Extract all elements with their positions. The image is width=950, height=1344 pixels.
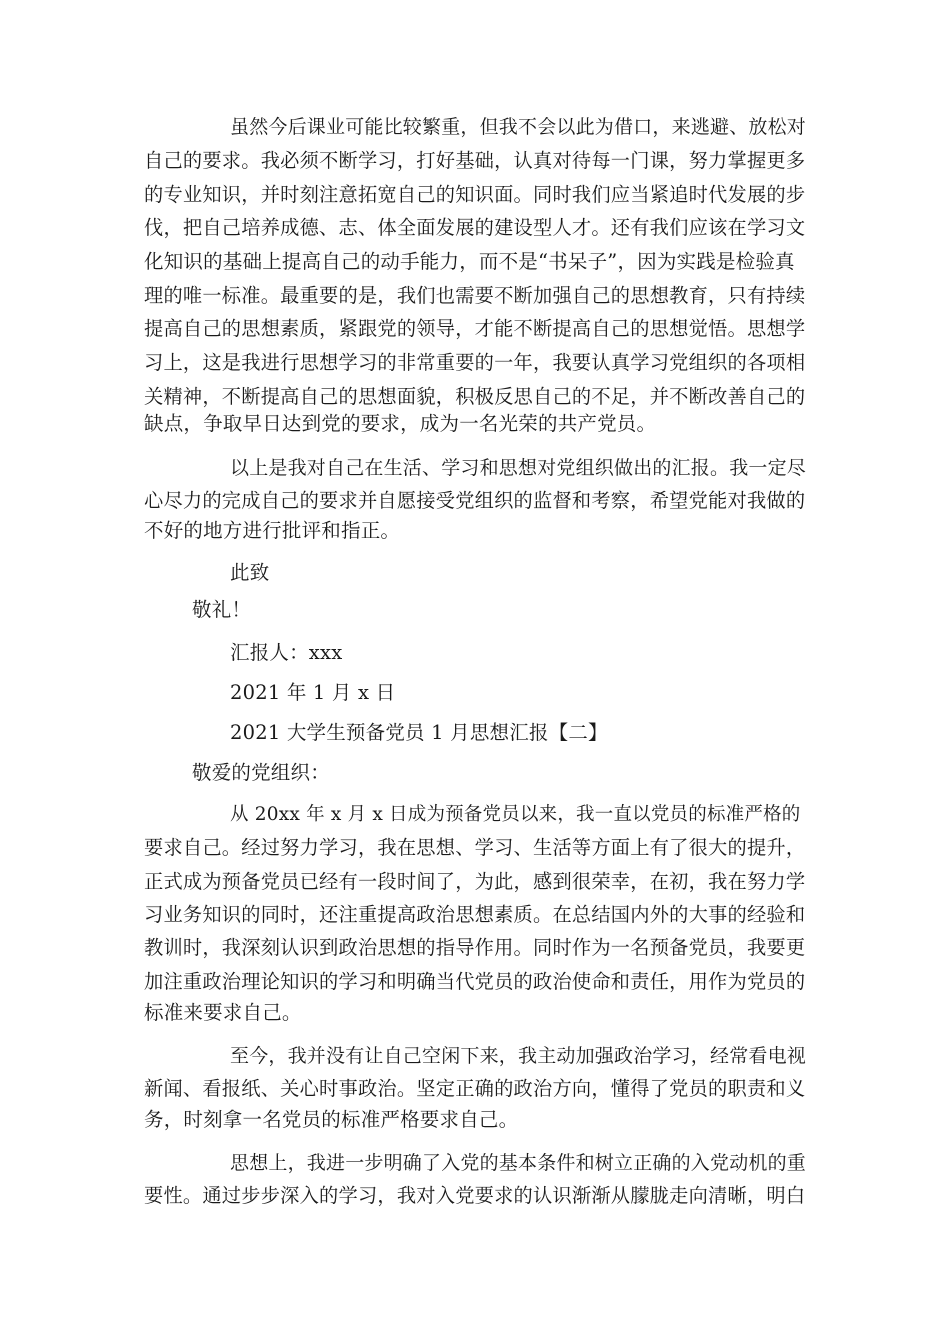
text-line: 至今，我并没有让自己空闲下来，我主动加强政治学习，经常看电视 [230, 1045, 807, 1067]
reporter-name: 汇报人：xxx [230, 641, 343, 664]
text-line: 习上，这是我进行思想学习的非常重要的一年，我要认真学习党组织的各项相 [144, 351, 806, 374]
text-line: 加注重政治理论知识的学习和明确当代党员的政治使命和责任，用作为党员的 [144, 970, 806, 993]
text-line: 关精神，不断提高自己的思想面貌，积极反思自己的不足，并不断改善自己的 [144, 385, 806, 408]
text-line: 思想上，我进一步明确了入党的基本条件和树立正确的入党动机的重 [230, 1152, 807, 1174]
text-line: 标准来要求自己。 [144, 1001, 302, 1024]
text-line: 从 20xx 年 x 月 x 日成为预备党员以来，我一直以党员的标准严格的 [230, 804, 801, 825]
text-line: 以上是我对自己在生活、学习和思想对党组织做出的汇报。我一定尽 [230, 457, 807, 479]
closing-regards: 敬礼！ [192, 598, 252, 621]
text-line: 伐，把自己培养成德、志、体全面发展的建设型人才。还有我们应该在学习文 [144, 216, 806, 239]
text-line: 要求自己。经过努力学习，我在思想、学习、生活等方面上有了很大的提升， [144, 836, 806, 859]
section-title: 2021 大学生预备党员 1 月思想汇报【二】 [230, 721, 608, 744]
text-line: 理的唯一标准。最重要的是，我们也需要不断加强自己的思想教育，只有持续 [144, 284, 806, 307]
text-line: 正式成为预备党员已经有一段时间了，为此，感到很荣幸，在初，我在努力学 [144, 870, 806, 893]
text-line: 新闻、看报纸、关心时事政治。坚定正确的政治方向，懂得了党员的职责和义 [144, 1077, 806, 1100]
greeting: 敬爱的党组织： [192, 761, 330, 784]
text-line: 习业务知识的同时，还注重提高政治思想素质。在总结国内外的大事的经验和 [144, 903, 806, 926]
text-line: 缺点，争取早日达到党的要求，成为一名光荣的共产党员。 [144, 412, 657, 435]
text-line: 教训时，我深刻认识到政治思想的指导作用。同时作为一名预备党员，我要更 [144, 936, 806, 959]
text-line: 要性。通过步步深入的学习，我对入党要求的认识渐渐从朦胧走向清晰，明白 [144, 1184, 806, 1207]
text-line: 提高自己的思想素质，紧跟党的领导，才能不断提高自己的思想觉悟。思想学 [144, 317, 806, 340]
text-line: 务，时刻拿一名党员的标准严格要求自己。 [144, 1108, 519, 1131]
text-line: 心尽力的完成自己的要求并自愿接受党组织的监督和考察，希望党能对我做的 [144, 489, 806, 512]
closing-salutation: 此致 [230, 561, 270, 584]
text-line: 虽然今后课业可能比较繁重，但我不会以此为借口，来逃避、放松对 [230, 116, 807, 138]
text-line: 的专业知识，并时刻注意拓宽自己的知识面。同时我们应当紧追时代发展的步 [144, 183, 806, 206]
text-line: 自己的要求。我必须不断学习，打好基础，认真对待每一门课，努力掌握更多 [144, 149, 806, 172]
text-line: 不好的地方进行批评和指正。 [144, 519, 401, 542]
report-date: 2021 年 1 月 x 日 [230, 681, 396, 704]
text-line: 化知识的基础上提高自己的动手能力，而不是“书呆子”，因为实践是检验真 [144, 250, 795, 273]
